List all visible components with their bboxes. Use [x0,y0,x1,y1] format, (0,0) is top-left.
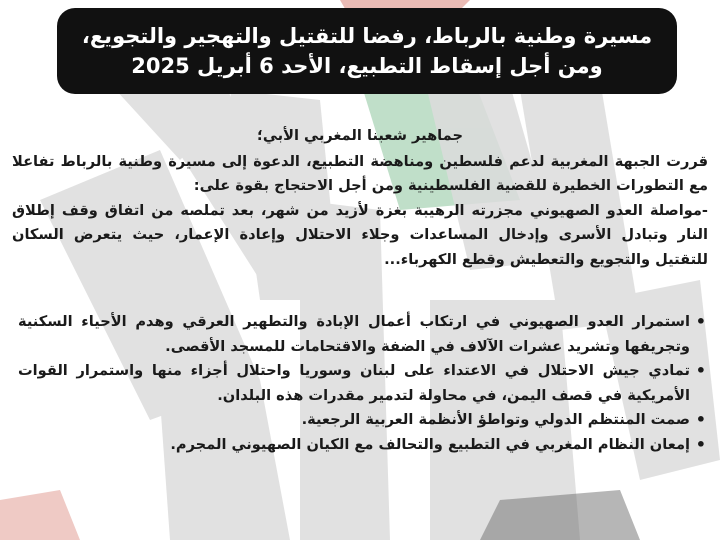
announcement-body [12,124,708,272]
list-item: • صمت المنتظم الدولي وتواطؤ الأنظمة العربية الرجعية. [18,408,708,433]
list-item: • إمعان النظام المغربي في التطبيع والتحالف مع الكيان الصهيوني المجرم. [18,433,708,458]
list-item: • تمادي جيش الاحتلال في الاعتداء على لبنان وسوريا واحتلال أجزاء منها واستمرار القوات الأمريكية في قصف اليمن، في محاولة لتدمير مقدرات هذه البلدان. [18,359,708,408]
title-banner [57,8,677,94]
title-line-2: ومن أجل إسقاط التطبيع، الأحد 6 أبريل 2025 [131,54,603,78]
greeting: جماهير شعبنا المغربي الأبي؛ [257,127,463,144]
list-item: • استمرار العدو الصهيوني في ارتكاب أعمال الإبادة والتطهير العرقي وهدم الأحياء السكنية وتجريفها وتشريد عشرات الآلاف في الضفة والاقتحامات للمسجد الأقصى. [18,310,708,359]
grievance-list [18,310,708,457]
flag-red-corner [0,490,80,540]
title-line-1: مسيرة وطنية بالرباط، رفضا للتقتيل والتهجير والتجويع، [81,24,653,48]
paragraph-intro: قررت الجبهة المغربية لدعم فلسطين ومناهضة التطبيع، الدعوة إلى مسيرة وطنية بالرباط تفاعلا مع التطورات الخطيرة للقضية الفلسطينية ومن أجل الاحتجاج بقوة على: [12,152,708,194]
paragraph-gaza: -مواصلة العدو الصهيوني مجزرته الرهيبة بغزة لأزيد من شهر، بعد تملصه من اتفاق وقف إطلاق النار وتبادل الأسرى وإدخال المساعدات وجلاء الاحتلال وإعادة الإعمار، حيث يتعرض السكان للتقتيل والتجويع والتعطيش وقطع الكهرباء... [12,201,708,268]
